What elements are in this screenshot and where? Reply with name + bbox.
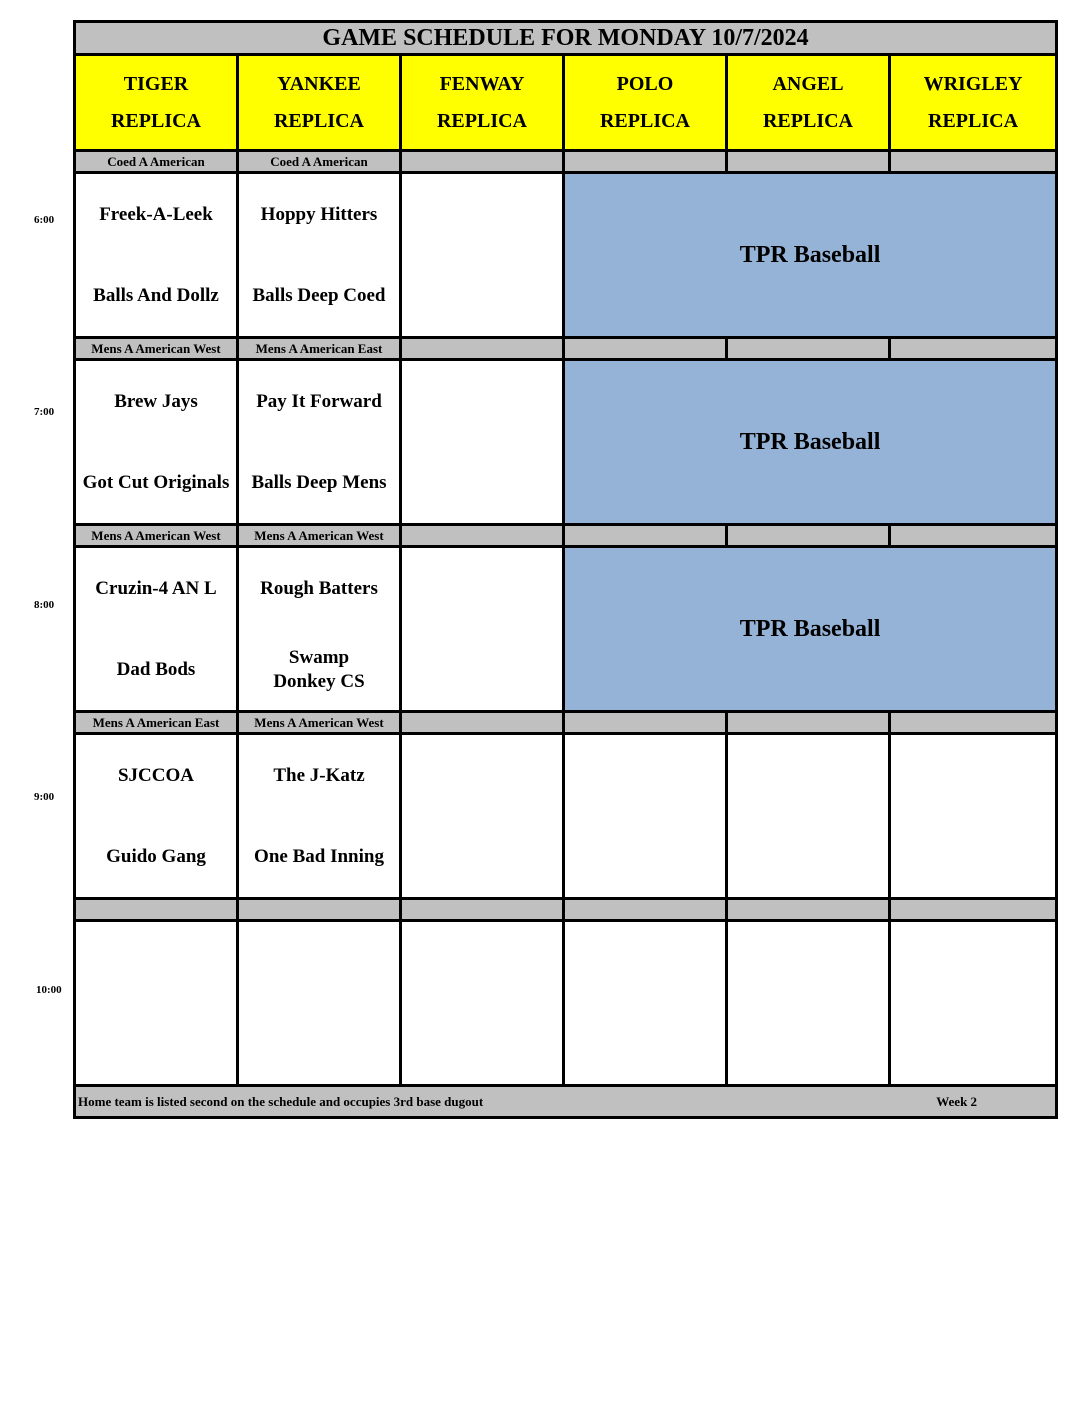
game-cell <box>238 173 401 338</box>
division-row <box>75 525 1057 547</box>
empty-cell <box>401 921 564 1086</box>
field-sub: REPLICA <box>928 109 1019 132</box>
division-label <box>75 899 238 921</box>
division-label <box>401 712 564 734</box>
division-label <box>727 525 890 547</box>
division-label <box>564 712 727 734</box>
time-label: 9:00 <box>34 791 55 803</box>
division-label <box>564 151 727 173</box>
empty-cell <box>401 547 564 712</box>
division-label <box>238 899 401 921</box>
reserved-block: TPR Baseball <box>564 173 1057 338</box>
time-label: 6:00 <box>34 214 55 226</box>
division-label: Mens A American East <box>238 338 401 360</box>
footer-note: Home team is listed second on the schedule and occupies 3rd base dugout <box>78 1093 484 1109</box>
division-label <box>727 899 890 921</box>
field-name: TIGER <box>123 72 189 95</box>
field-name: WRIGLEY <box>923 72 1023 95</box>
empty-cell <box>564 734 727 899</box>
field-header-wrigley <box>890 55 1057 151</box>
empty-cell <box>401 734 564 899</box>
division-label: Coed A American <box>238 151 401 173</box>
time-slot-row <box>75 547 1057 712</box>
away-team: SJCCOA <box>117 764 194 786</box>
home-team: Dad Bods <box>116 658 196 680</box>
empty-cell <box>727 921 890 1086</box>
field-name: POLO <box>616 72 674 95</box>
game-cell <box>238 734 401 899</box>
time-slot-row <box>75 360 1057 525</box>
division-label: Mens A American East <box>75 712 238 734</box>
division-label <box>890 899 1057 921</box>
empty-cell <box>564 921 727 1086</box>
division-label <box>890 525 1057 547</box>
empty-cell <box>238 921 401 1086</box>
division-label <box>564 899 727 921</box>
field-header-tiger <box>75 55 238 151</box>
field-sub: REPLICA <box>110 109 201 132</box>
empty-cell <box>401 173 564 338</box>
division-row <box>75 338 1057 360</box>
away-team: Freek-A-Leek <box>99 203 213 225</box>
division-label <box>890 151 1057 173</box>
division-label <box>401 525 564 547</box>
home-team: Got Cut Originals <box>82 471 230 493</box>
time-label: 7:00 <box>34 406 55 418</box>
field-name: YANKEE <box>277 72 361 95</box>
division-label <box>401 338 564 360</box>
field-name: FENWAY <box>439 72 525 95</box>
division-row <box>75 151 1057 173</box>
division-label <box>401 151 564 173</box>
time-label: 10:00 <box>36 984 62 996</box>
field-name: ANGEL <box>772 72 844 95</box>
game-cell <box>75 547 238 712</box>
time-slot-row <box>75 921 1057 1086</box>
division-row <box>75 712 1057 734</box>
division-label: Mens A American West <box>238 525 401 547</box>
empty-cell <box>890 921 1057 1086</box>
game-cell <box>75 173 238 338</box>
game-cell <box>75 360 238 525</box>
division-label <box>727 151 890 173</box>
division-label <box>890 712 1057 734</box>
reserved-block: TPR Baseball <box>564 547 1057 712</box>
time-slot-row <box>75 734 1057 899</box>
field-sub: REPLICA <box>599 109 690 132</box>
reserved-block: TPR Baseball <box>564 360 1057 525</box>
empty-cell <box>727 734 890 899</box>
division-label: Coed A American <box>75 151 238 173</box>
division-label <box>564 338 727 360</box>
empty-cell <box>401 360 564 525</box>
field-sub: REPLICA <box>273 109 364 132</box>
field-header-yankee <box>238 55 401 151</box>
away-team: The J-Katz <box>273 764 365 786</box>
home-team: Guido Gang <box>106 845 206 867</box>
schedule-table <box>73 20 1058 1119</box>
empty-cell <box>890 734 1057 899</box>
time-slot-row <box>75 173 1057 338</box>
home-team: Balls Deep Coed <box>252 284 386 306</box>
time-label: 8:00 <box>34 599 55 611</box>
home-team: Swamp Donkey CS <box>273 646 365 692</box>
division-row <box>75 899 1057 921</box>
division-label: Mens A American West <box>75 338 238 360</box>
empty-cell <box>75 921 238 1086</box>
away-team: Cruzin-4 AN L <box>95 577 217 599</box>
division-label <box>727 338 890 360</box>
away-team: Pay It Forward <box>256 390 382 412</box>
week-label: Week 2 <box>936 1093 978 1109</box>
away-team: Brew Jays <box>114 390 198 412</box>
division-label <box>890 338 1057 360</box>
field-header-angel <box>727 55 890 151</box>
division-label <box>401 899 564 921</box>
field-header-polo <box>564 55 727 151</box>
field-sub: REPLICA <box>436 109 527 132</box>
away-team: Rough Batters <box>260 577 378 599</box>
home-team: One Bad Inning <box>254 845 384 867</box>
game-cell <box>75 734 238 899</box>
game-cell <box>238 360 401 525</box>
footer-bar <box>75 1086 1057 1118</box>
field-header-fenway <box>401 55 564 151</box>
game-cell <box>238 547 401 712</box>
page-title: GAME SCHEDULE FOR MONDAY 10/7/2024 <box>75 22 1057 55</box>
away-team: Hoppy Hitters <box>260 203 378 225</box>
division-label: Mens A American West <box>75 525 238 547</box>
division-label <box>564 525 727 547</box>
home-team: Balls And Dollz <box>93 284 219 306</box>
home-team: Balls Deep Mens <box>251 471 387 493</box>
division-label <box>727 712 890 734</box>
division-label: Mens A American West <box>238 712 401 734</box>
field-sub: REPLICA <box>762 109 853 132</box>
